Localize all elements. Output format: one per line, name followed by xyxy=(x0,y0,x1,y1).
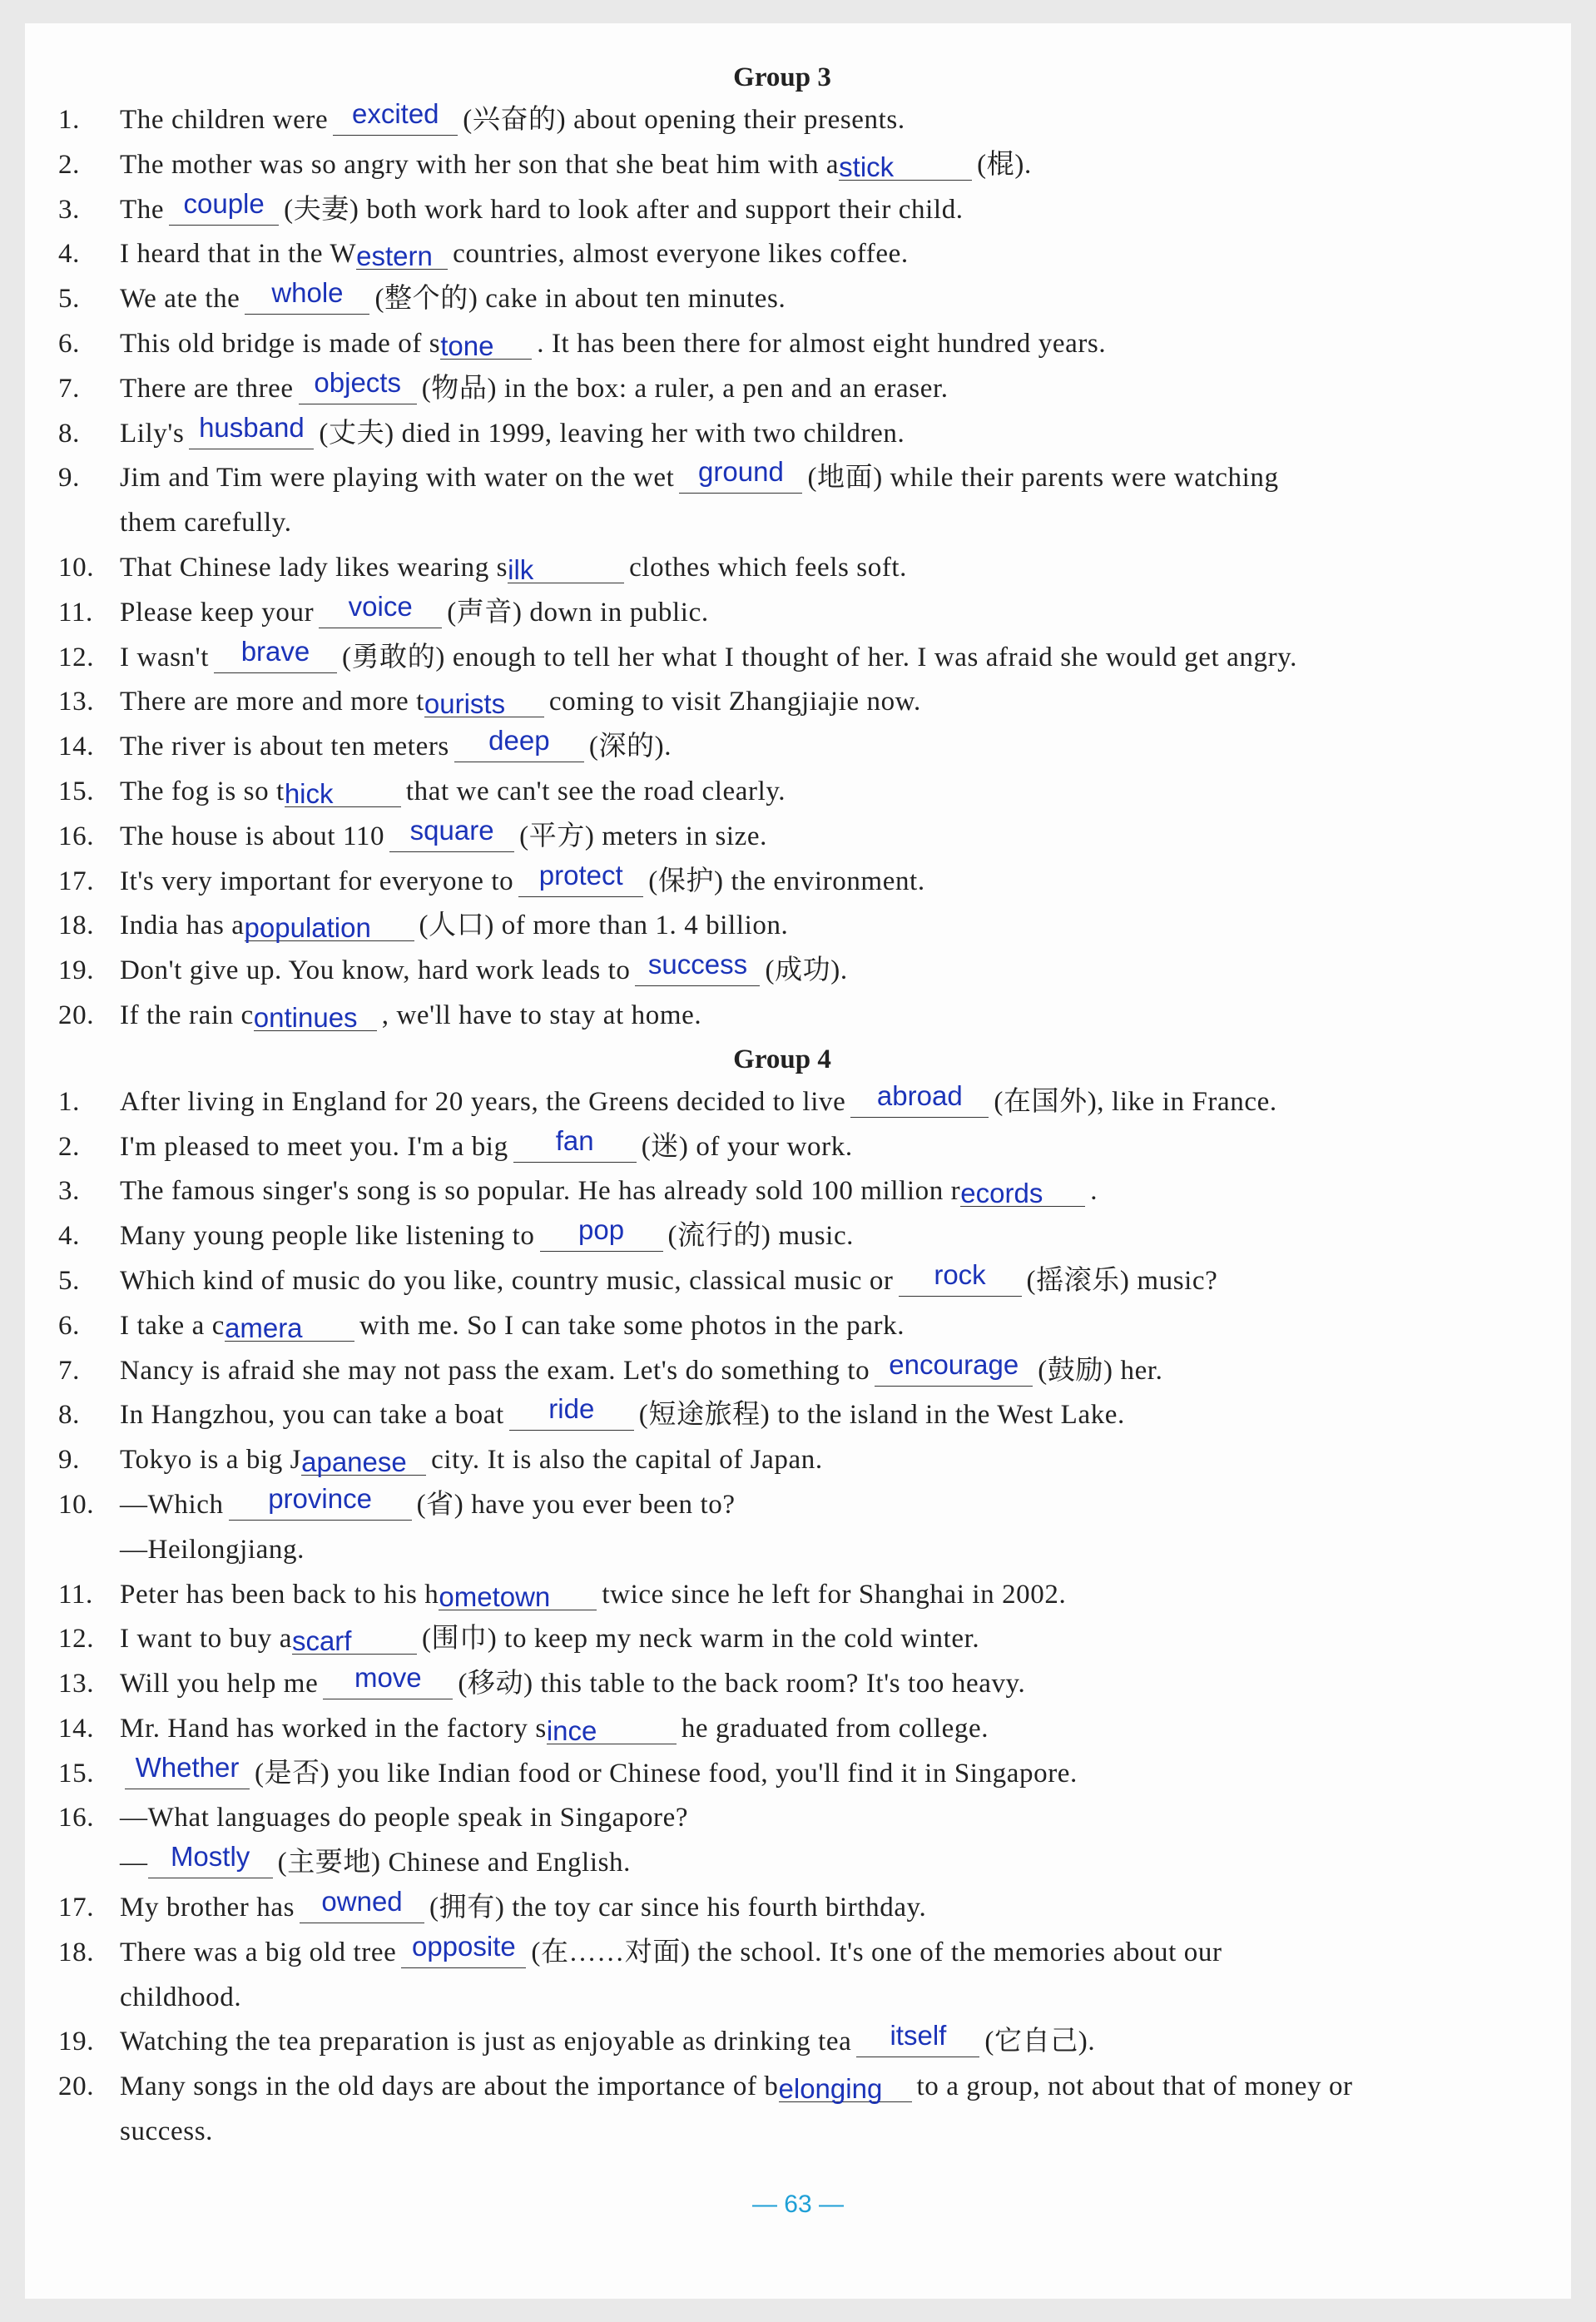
question-item xyxy=(58,1349,1506,1394)
question-number: 11. xyxy=(58,597,93,628)
group-title: Group 4 xyxy=(733,1044,831,1074)
question-item xyxy=(58,1304,1506,1349)
question-number: 4. xyxy=(58,1221,80,1252)
question-text: Lily's xyxy=(120,418,185,449)
question-text: (移动) this table to the back room? It's too heavy. xyxy=(458,1669,1026,1699)
question-text: There are more and more t xyxy=(120,687,424,717)
question-text: twice since he left for Shanghai in 2002. xyxy=(602,1579,1067,1610)
handwritten-answer: move xyxy=(354,1662,422,1694)
question-text: (深的). xyxy=(588,732,672,762)
question-text: (摇滚乐) music? xyxy=(1026,1265,1218,1296)
handwritten-answer: population xyxy=(244,912,371,944)
question-text: In Hangzhou, you can take a boat xyxy=(120,1400,504,1431)
question-text: (拥有) the toy car since his fourth birthday. xyxy=(429,1893,927,1923)
question-item xyxy=(58,546,1506,591)
question-continuation xyxy=(58,1841,1506,1886)
question-text: (主要地) Chinese and English. xyxy=(277,1848,631,1878)
question-number: 3. xyxy=(58,194,80,225)
question-text: There are three xyxy=(120,373,294,404)
handwritten-answer: objects xyxy=(314,366,401,398)
handwritten-answer: ometown xyxy=(439,1580,551,1612)
handwritten-answer: protect xyxy=(538,859,623,891)
question-text: Jim and Tim were playing with water on the wet xyxy=(120,463,675,494)
handwritten-answer: success xyxy=(647,949,748,980)
handwritten-answer: stick xyxy=(839,151,895,182)
handwritten-answer: itself xyxy=(890,2020,947,2052)
question-text: Nancy is afraid she may not pass the exam. Let's do something to xyxy=(120,1355,870,1386)
question-text: (在……对面) the school. It's one of the memories about our xyxy=(531,1937,1222,1967)
question-item xyxy=(58,949,1506,994)
question-number: 11. xyxy=(58,1579,93,1610)
question-item xyxy=(58,1931,1506,1976)
question-text: (丈夫) died in 1999, leaving her with two children. xyxy=(319,418,905,449)
handwritten-answer: estern xyxy=(356,241,433,272)
question-item xyxy=(58,1752,1506,1797)
question-text: clothes which feels soft. xyxy=(629,552,908,583)
handwritten-answer: opposite xyxy=(411,1930,516,1962)
answer-blank[interactable] xyxy=(225,1309,354,1342)
answer-blank[interactable] xyxy=(856,2020,979,2057)
answer-blank[interactable] xyxy=(960,1174,1085,1207)
handwritten-answer: ontinues xyxy=(253,1001,358,1033)
question-item xyxy=(58,277,1506,322)
question-number: 2. xyxy=(58,149,80,180)
question-number: 18. xyxy=(58,1937,95,1967)
handwritten-answer: fan xyxy=(555,1124,594,1156)
question-text: coming to visit Zhangjiajie now. xyxy=(548,687,921,717)
group-title: Group 3 xyxy=(733,62,831,92)
question-number: 13. xyxy=(58,1669,95,1699)
question-text: —Which xyxy=(120,1489,224,1520)
question-text: Tokyo is a big J xyxy=(120,1445,302,1476)
question-text: That Chinese lady likes wearing s xyxy=(120,552,508,583)
question-text: Many young people like listening to xyxy=(120,1221,535,1252)
answer-blank[interactable] xyxy=(778,2070,912,2105)
question-number: 6. xyxy=(58,1310,80,1341)
question-text: My brother has xyxy=(120,1893,295,1923)
handwritten-answer: elonging xyxy=(778,2073,883,2105)
question-number: 13. xyxy=(58,687,95,717)
question-item xyxy=(58,1125,1506,1170)
question-item xyxy=(58,770,1506,815)
question-item xyxy=(58,1080,1506,1125)
question-number: 4. xyxy=(58,239,80,270)
question-item xyxy=(58,1393,1506,1438)
question-text: If the rain c xyxy=(120,1000,254,1030)
question-item xyxy=(58,2020,1506,2065)
group-4-section xyxy=(58,1039,1506,2155)
question-item xyxy=(58,2065,1506,2110)
question-number: 3. xyxy=(58,1176,80,1207)
question-number: 12. xyxy=(58,1624,95,1655)
question-item xyxy=(58,1438,1506,1483)
question-number: 12. xyxy=(58,642,95,672)
question-text: countries, almost everyone likes coffee. xyxy=(453,239,909,270)
answer-blank[interactable] xyxy=(875,1348,1033,1387)
question-continuation xyxy=(58,501,1506,546)
question-text: (迷) of your work. xyxy=(641,1131,853,1162)
answer-blank[interactable] xyxy=(508,551,624,583)
question-text: (是否) you like Indian food or Chinese food, you'll find it in Singapore. xyxy=(255,1758,1078,1789)
question-number: 16. xyxy=(58,1803,95,1833)
question-number: 15. xyxy=(58,776,95,806)
question-text: (它自己). xyxy=(984,2027,1096,2057)
question-number: 19. xyxy=(58,955,95,986)
question-text: (在国外), like in France. xyxy=(994,1086,1277,1117)
question-item xyxy=(58,1796,1506,1841)
answer-blank[interactable] xyxy=(245,277,369,315)
question-item xyxy=(58,680,1506,725)
question-item xyxy=(58,1617,1506,1662)
answer-blank[interactable] xyxy=(125,1751,250,1789)
question-text: There was a big old tree xyxy=(120,1937,397,1967)
question-number: 14. xyxy=(58,732,95,762)
handwritten-answer: ride xyxy=(548,1393,595,1425)
question-text: The house is about 110 xyxy=(120,821,385,851)
question-number: 9. xyxy=(58,463,80,494)
handwritten-answer: brave xyxy=(240,635,310,667)
question-text: — xyxy=(120,1848,148,1878)
question-text: city. It is also the capital of Japan. xyxy=(431,1445,823,1476)
question-text: The river is about ten meters xyxy=(120,732,449,762)
question-number: 1. xyxy=(58,1086,80,1117)
handwritten-answer: province xyxy=(268,1482,372,1514)
handwritten-answer: owned xyxy=(321,1886,403,1918)
handwritten-answer: tone xyxy=(440,330,494,361)
handwritten-answer: ground xyxy=(698,456,784,488)
question-text: I take a c xyxy=(120,1310,225,1341)
handwritten-answer: deep xyxy=(488,725,550,757)
question-number: 8. xyxy=(58,1400,80,1431)
answer-blank[interactable] xyxy=(323,1662,453,1699)
answer-blank[interactable] xyxy=(440,327,532,360)
handwritten-answer: abroad xyxy=(876,1079,963,1111)
question-text: (流行的) music. xyxy=(667,1221,855,1252)
question-item xyxy=(58,1573,1506,1618)
question-text: —Heilongjiang. xyxy=(120,1534,305,1565)
question-item xyxy=(58,1259,1506,1304)
question-text: Watching the tea preparation is just as enjoyable as drinking tea xyxy=(120,2027,852,2057)
handwritten-answer: ecords xyxy=(960,1178,1043,1209)
handwritten-answer: pop xyxy=(578,1214,625,1246)
question-number: 20. xyxy=(58,2071,95,2102)
question-item xyxy=(58,1662,1506,1707)
question-text: , we'll have to stay at home. xyxy=(381,1000,702,1030)
question-item xyxy=(58,98,1506,143)
answer-blank[interactable] xyxy=(254,999,377,1031)
question-number: 1. xyxy=(58,105,80,135)
question-text: (地面) while their parents were watching xyxy=(807,463,1279,494)
question-text: I want to buy a xyxy=(120,1624,292,1655)
question-text: Please keep your xyxy=(120,597,315,628)
question-number: 20. xyxy=(58,1000,95,1030)
answer-blank[interactable] xyxy=(300,1886,424,1923)
handwritten-answer: couple xyxy=(183,187,265,219)
question-text: India has a xyxy=(120,910,245,941)
handwritten-answer: rock xyxy=(934,1258,986,1290)
question-item xyxy=(58,412,1506,457)
answer-blank[interactable] xyxy=(148,1841,273,1878)
question-text: After living in England for 20 years, the Greens decided to live xyxy=(120,1086,846,1117)
question-number: 19. xyxy=(58,2027,95,2057)
question-number: 7. xyxy=(58,1355,80,1386)
handwritten-answer: ince xyxy=(546,1714,597,1746)
question-item xyxy=(58,1483,1506,1528)
answer-blank[interactable] xyxy=(850,1079,989,1118)
handwritten-answer: excited xyxy=(351,98,439,129)
question-text: that we can't see the road clearly. xyxy=(405,776,786,806)
answer-blank[interactable] xyxy=(356,237,448,270)
question-text: (整个的) cake in about ten minutes. xyxy=(374,284,786,315)
question-text: Will you help me xyxy=(120,1669,319,1699)
question-item xyxy=(58,322,1506,367)
question-item xyxy=(58,994,1506,1039)
question-text: (鼓励) her. xyxy=(1038,1355,1163,1386)
handwritten-answer: Mostly xyxy=(170,1841,250,1873)
question-text: We ate the xyxy=(120,284,240,315)
handwritten-answer: scarf xyxy=(291,1625,352,1657)
question-text: Peter has been back to his h xyxy=(120,1579,439,1610)
page-number: — 63 — xyxy=(751,2191,845,2218)
answer-blank[interactable] xyxy=(189,411,314,449)
handwritten-answer: ourists xyxy=(424,688,506,720)
group-3-section xyxy=(58,57,1506,1039)
question-number: 8. xyxy=(58,418,80,449)
question-text: (平方) meters in size. xyxy=(519,821,768,851)
question-item xyxy=(58,815,1506,860)
question-number: 6. xyxy=(58,328,80,359)
handwritten-answer: apanese xyxy=(301,1446,407,1478)
handwritten-answer: encourage xyxy=(889,1348,1019,1380)
question-number: 7. xyxy=(58,373,80,404)
question-text: (围巾) to keep my neck warm in the cold winter. xyxy=(421,1624,980,1655)
question-text: (物品) in the box: a ruler, a pen and an eraser. xyxy=(421,373,949,404)
question-text: Mr. Hand has worked in the factory s xyxy=(120,1713,547,1744)
question-text: Don't give up. You know, hard work leads to xyxy=(120,955,631,986)
question-item xyxy=(58,143,1506,188)
question-text: . It has been there for almost eight hundred years. xyxy=(537,328,1107,359)
question-text: (保护) the environment. xyxy=(648,866,925,896)
question-item xyxy=(58,456,1506,501)
question-text: (勇敢的) enough to tell her what I thought of her. I was afraid she would get angry. xyxy=(341,642,1297,672)
answer-blank[interactable] xyxy=(319,590,442,628)
question-text: (棍). xyxy=(977,149,1032,180)
handwritten-answer: Whether xyxy=(135,1751,240,1783)
group-3-items xyxy=(58,98,1506,1039)
question-number: 9. xyxy=(58,1445,80,1476)
answer-blank[interactable] xyxy=(454,725,584,762)
answer-blank[interactable] xyxy=(389,814,514,852)
answer-blank[interactable] xyxy=(285,775,401,807)
handwritten-answer: voice xyxy=(348,590,413,622)
question-text: (省) have you ever been to? xyxy=(416,1489,736,1520)
question-text: —What languages do people speak in Singapore? xyxy=(120,1803,689,1833)
answer-blank[interactable] xyxy=(547,1712,677,1744)
answer-blank[interactable] xyxy=(424,685,544,720)
question-text: It's very important for everyone to xyxy=(120,866,514,896)
question-text: (成功). xyxy=(765,955,848,986)
question-item xyxy=(58,367,1506,412)
question-text: Many songs in the old days are about the importance of b xyxy=(120,2071,779,2102)
question-text: he graduated from college. xyxy=(681,1713,989,1744)
question-number: 5. xyxy=(58,1265,80,1296)
answer-blank[interactable] xyxy=(214,635,337,673)
question-number: 10. xyxy=(58,1489,95,1520)
answer-blank[interactable] xyxy=(899,1258,1022,1297)
question-text: The fog is so t xyxy=(120,776,285,806)
handwritten-answer: amera xyxy=(225,1312,303,1343)
handwritten-answer: ilk xyxy=(508,553,534,585)
question-text: Which kind of music do you like, country music, classical music or xyxy=(120,1265,894,1296)
answer-blank[interactable] xyxy=(518,859,643,897)
answer-blank[interactable] xyxy=(635,949,760,986)
question-text: (兴奋的) about opening their presents. xyxy=(463,105,905,135)
question-item xyxy=(58,1886,1506,1931)
question-text: childhood. xyxy=(120,1982,242,2012)
question-item xyxy=(58,188,1506,233)
question-item xyxy=(58,1707,1506,1752)
group-4-items xyxy=(58,1080,1506,2155)
question-item xyxy=(58,591,1506,636)
question-text: I wasn't xyxy=(120,642,209,672)
question-text: The famous singer's song is so popular. He has already sold 100 million r xyxy=(120,1176,961,1207)
question-number: 18. xyxy=(58,910,95,941)
question-number: 2. xyxy=(58,1131,80,1162)
handwritten-answer: husband xyxy=(199,411,305,443)
question-text: I heard that in the W xyxy=(120,239,357,270)
handwritten-answer: square xyxy=(409,814,494,846)
answer-blank[interactable] xyxy=(333,98,458,136)
answer-blank[interactable] xyxy=(301,1443,426,1476)
question-continuation xyxy=(58,1976,1506,2021)
question-item xyxy=(58,1169,1506,1214)
answer-blank[interactable] xyxy=(509,1393,634,1431)
question-text: success. xyxy=(120,2116,214,2147)
question-text: I'm pleased to meet you. I'm a big xyxy=(120,1131,508,1162)
answer-blank[interactable] xyxy=(679,456,802,494)
question-number: 17. xyxy=(58,866,95,896)
question-item xyxy=(58,1214,1506,1259)
question-text: with me. So I can take some photos in the park. xyxy=(359,1310,905,1341)
question-number: 14. xyxy=(58,1713,95,1744)
question-number: 5. xyxy=(58,284,80,315)
answer-blank[interactable] xyxy=(229,1482,412,1521)
answer-blank[interactable] xyxy=(401,1930,526,1968)
question-item xyxy=(58,636,1506,681)
answer-blank[interactable] xyxy=(244,909,414,944)
question-continuation xyxy=(58,1528,1506,1573)
question-text: The xyxy=(120,194,165,225)
question-text: them carefully. xyxy=(120,508,292,538)
question-text: . xyxy=(1090,1176,1098,1207)
question-text: The children were xyxy=(120,105,329,135)
answer-blank[interactable] xyxy=(169,187,279,226)
question-text: (夫妻) both work hard to look after and support their child. xyxy=(284,194,964,225)
question-text: The mother was so angry with her son that she beat him with a xyxy=(120,149,840,180)
question-text: (短途旅程) to the island in the West Lake. xyxy=(638,1400,1125,1431)
question-text: (人口) of more than 1. 4 billion. xyxy=(419,910,789,941)
answer-blank[interactable] xyxy=(513,1124,637,1163)
answer-blank[interactable] xyxy=(540,1214,663,1252)
question-item xyxy=(58,904,1506,949)
answer-blank[interactable] xyxy=(439,1578,597,1610)
question-item xyxy=(58,860,1506,905)
question-number: 15. xyxy=(58,1758,95,1789)
answer-blank[interactable] xyxy=(839,148,972,181)
question-number: 10. xyxy=(58,552,95,583)
question-item xyxy=(58,232,1506,277)
handwritten-answer: hick xyxy=(284,777,334,809)
question-text: to a group, not about that of money or xyxy=(916,2071,1353,2102)
exercise-content xyxy=(58,57,1506,2155)
question-number: 17. xyxy=(58,1893,95,1923)
handwritten-answer: whole xyxy=(271,277,344,309)
question-text: (声音) down in public. xyxy=(447,597,709,628)
answer-blank[interactable] xyxy=(299,366,417,404)
question-text: This old bridge is made of s xyxy=(120,328,441,359)
question-item xyxy=(58,725,1506,770)
question-continuation xyxy=(58,2110,1506,2155)
answer-blank[interactable] xyxy=(292,1622,417,1655)
question-number: 16. xyxy=(58,821,95,851)
